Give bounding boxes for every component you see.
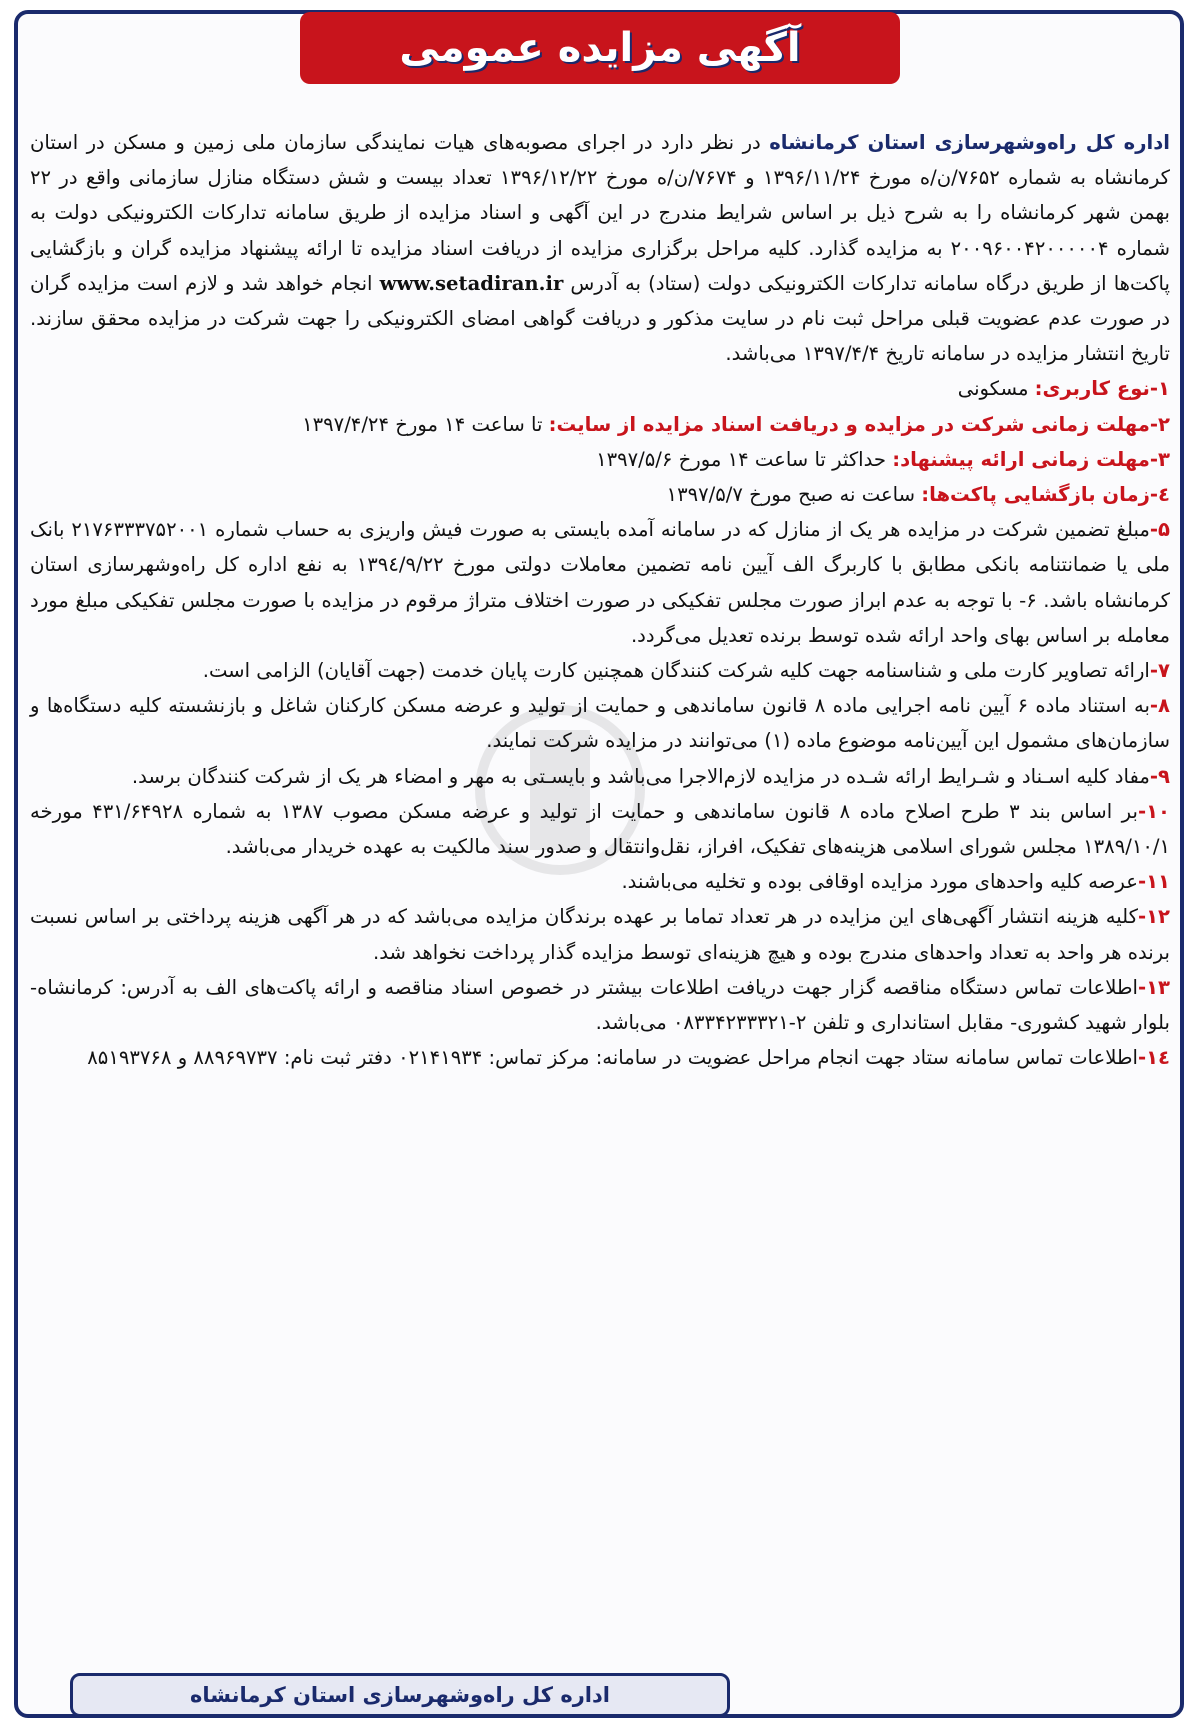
- item-number: ۳-: [1149, 447, 1170, 471]
- item-text: به استناد ماده ۶ آیین نامه اجرایی ماده ۸ قانون ساماندهی و حمایت از تولید و عرضه مسکن کارکنان شاغل و بازنشسته کلیه دستگاه‌ها و سازمان‌های مشمول این آیین‌نامه موضوع ماده (۱) می‌توانند در مزایده شرکت نمایند.: [30, 694, 1170, 753]
- footer-org-bar: [70, 1673, 730, 1717]
- item-number: ۱۲-: [1137, 905, 1170, 929]
- list-item: [30, 653, 1170, 688]
- item-text: کلیه هزینه انتشار آگهی‌های این مزایده در هر تعداد تماما بر عهده برندگان مزایده می‌باشد که در هر آگهی هزینه پرداختی بر اساس نسبت برنده هر واحد به تعداد واحدهای مندرج بوده و هیچ هزینه‌ای توسط مزایده گذار پرداخت نخواهد شد.: [30, 905, 1170, 964]
- list-item: [30, 407, 1170, 442]
- list-item: [30, 442, 1170, 477]
- item-label: نوع کاربری:: [1034, 377, 1150, 401]
- list-item: [30, 512, 1170, 653]
- list-item: [30, 477, 1170, 512]
- item-number: ۸-: [1149, 694, 1171, 718]
- list-item: [30, 970, 1170, 1040]
- item-number: ۷-: [1149, 659, 1170, 683]
- item-label: زمان بازگشایی پاکت‌ها:: [921, 483, 1150, 507]
- item-number: ۲-: [1149, 412, 1170, 436]
- item-text: عرصه کلیه واحدهای مورد مزایده اوقافی بوده و تخلیه می‌باشند.: [621, 870, 1138, 894]
- item-number: ۱-: [1149, 377, 1170, 401]
- intro-text: در نظر دارد در اجرای مصوبه‌های هیات نمایندگی سازمان ملی زمین و مسکن در استان کرمانشاه به شماره ۷۶۵۲/ن/ه مورخ ۱۳۹۶/۱۱/۲۴ و ۷۶۷۴/ن/ه مورخ ۱۳۹۶/۱۲/۲۲ تعداد بیست و شش دستگاه منازل سازمانی واقع در ۲۲ بهمن شهر کرمانشاه را به شرح ذیل بر اساس شرایط مندرج در این آگهی و اسناد مزایده از طریق سامانه تدارکات الکترونیکی دولت به شماره ۲۰۰۹۶۰۰۴۲۰۰۰۰۰۴ به مزایده گذارد. کلیه مراحل برگزاری مزایده از دریافت اسناد مزایده تا ارائه پیشنهاد مزایده گران و بازگشایی پاکت‌ها از طریق درگاه سامانه تدارکات الکترونیکی دولت (ستاد) به آدرس: [30, 131, 1171, 295]
- item-number: ۹-: [1149, 764, 1170, 788]
- item-number: ۱٤-: [1137, 1046, 1170, 1070]
- list-item: [30, 1040, 1170, 1075]
- list-item: [30, 688, 1170, 758]
- list-item: [30, 371, 1170, 406]
- intro-org: اداره کل راه‌وشهرسازی استان کرمانشاه: [769, 131, 1170, 154]
- item-text: مسکونی: [957, 377, 1035, 401]
- list-item: [30, 899, 1170, 969]
- item-number: ۵-: [1149, 518, 1170, 542]
- item-number: ٤-: [1149, 483, 1170, 507]
- item-text: حداکثر تا ساعت ۱۴ مورخ ۱۳۹۷/۵/۶: [596, 447, 893, 471]
- intro-paragraph: [30, 125, 1170, 371]
- item-text: اطلاعات تماس دستگاه مناقصه گزار جهت دریافت اطلاعات بیشتر در خصوص اسناد مناقصه و ارائه پاکت‌های الف به آدرس: کرمانشاه- بلوار شهید کشوری- مقابل استانداری و تلفن ۲-۰۸۳۳۴۲۳۳۳۲۱ می‌باشد.: [30, 975, 1170, 1035]
- list-item: [30, 864, 1170, 899]
- item-text: تا ساعت ۱۴ مورخ ۱۳۹۷/۴/۲۴: [302, 412, 549, 436]
- item-label: مهلت زمانی شرکت در مزایده و دریافت اسناد مزایده از سایت:: [548, 412, 1150, 436]
- item-text: اطلاعات تماس سامانه ستاد جهت انجام مراحل عضویت در سامانه: مرکز تماس: ۰۲۱۴۱۹۳۴ دفتر ثبت نام: ۸۸۹۶۹۷۳۷ و ۸۵۱۹۳۷۶۸: [87, 1046, 1138, 1070]
- notice-body: [30, 125, 1170, 1075]
- item-text: مفاد کلیه اسـناد و شـرایط ارائه شـده در مزایده لازم‌الاجرا می‌باشد و بایسـتی به مهر و امضاء هر یک از شرکت کنندگان برسد.: [131, 764, 1150, 788]
- list-item: [30, 794, 1170, 864]
- item-number: ۱۱-: [1137, 870, 1170, 894]
- item-text: ارائه تصاویر کارت ملی و شناسنامه جهت کلیه شرکت کنندگان همچنین کارت پایان خدمت (جهت آقایان) الزامی است.: [202, 659, 1150, 683]
- item-number: ۱۳-: [1137, 975, 1170, 999]
- item-number: ۱۰-: [1137, 799, 1170, 823]
- title-banner: [300, 12, 900, 84]
- setad-url[interactable]: www.setadiran.ir: [379, 271, 564, 295]
- item-text: مبلغ تضمین شرکت در مزایده هر یک از منازل که در سامانه آمده بایستی به صورت فیش واریزی به حساب شماره ۲۱۷۶۳۳۳۷۵۲۰۰۱ بانک ملی یا ضمانتنامه بانکی مطابق با کاربرگ الف آیین نامه تضمین معاملات دولتی مورخ ۱۳۹٤/۹/۲۲ به نفع اداره کل راه‌وشهرسازی استان کرمانشاه باشد. ۶- با توجه به عدم ابراز صورت مجلس تفکیکی در صورت اختلاف متراژ مرقوم در مزایده با صورت مجلس تفکیکی مبلغ مورد معامله بر اساس بهای واحد ارائه شده توسط برنده تعدیل می‌گردد.: [30, 518, 1170, 647]
- list-item: [30, 759, 1170, 794]
- item-label: مهلت زمانی ارائه پیشنهاد:: [892, 447, 1150, 471]
- page-title: آگهی مزایده عمومی: [399, 25, 801, 71]
- item-text: ساعت نه صبح مورخ ۱۳۹۷/۵/۷: [666, 483, 922, 507]
- footer-org: اداره کل راه‌وشهرسازی استان کرمانشاه: [190, 1683, 610, 1707]
- intro-text-2: انجام خواهد شد و لازم است مزایده گران در صورت عدم عضویت قبلی مراحل ثبت نام در سایت مذکور و دریافت گواهی امضای الکترونیکی را جهت شرکت در مزایده محقق سازند. تاریخ انتشار مزایده در سامانه تاریخ ۱۳۹۷/۴/۴ می‌باشد.: [30, 271, 1170, 366]
- item-text: بر اساس بند ۳ طرح اصلاح ماده ۸ قانون ساماندهی و حمایت از تولید و عرضه مسکن مصوب ۱۳۸۷ به شماره ۴۳۱/۶۴۹۲۸ مورخه ۱۳۸۹/۱۰/۱ مجلس شورای اسلامی هزینه‌های تفکیک، افراز، نقل‌وانتقال و صدور سند مالکیت به عهده خریدار می‌باشد.: [30, 799, 1170, 859]
